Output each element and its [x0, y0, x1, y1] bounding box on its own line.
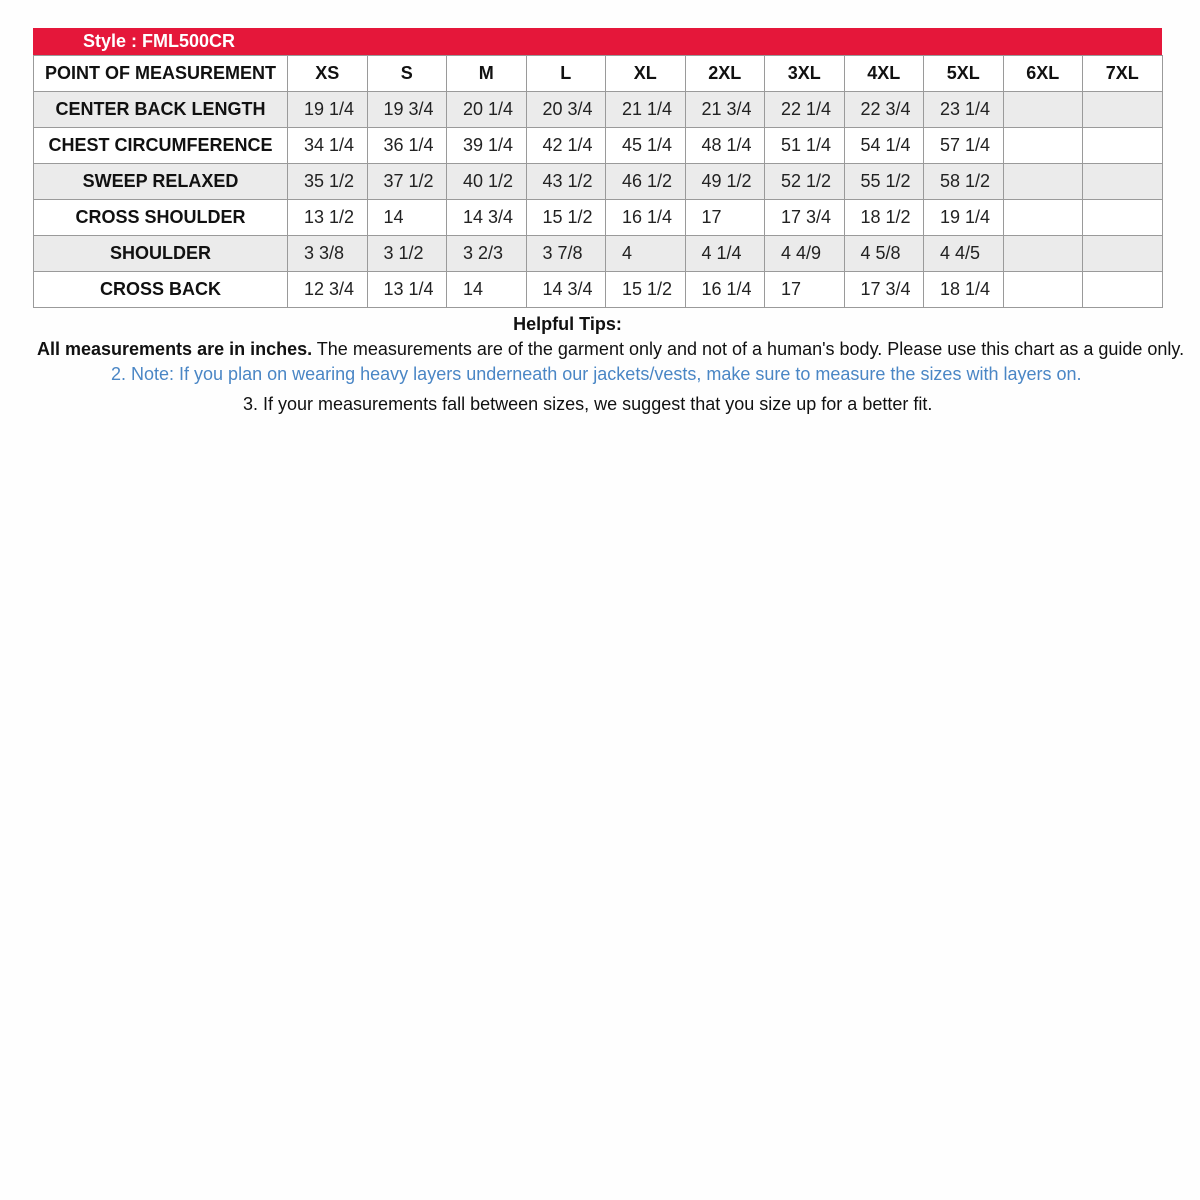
- measurement-value: 42 1/4: [526, 128, 606, 164]
- measurement-value: 43 1/2: [526, 164, 606, 200]
- measurement-value: 4 1/4: [685, 236, 765, 272]
- measurement-value: 19 3/4: [367, 92, 447, 128]
- tip-line-1-bold: All measurements are in inches.: [37, 339, 313, 359]
- measurement-value: [1003, 200, 1083, 236]
- measurement-value: [1003, 236, 1083, 272]
- measurement-value: 55 1/2: [844, 164, 924, 200]
- measurement-value: [1083, 272, 1163, 308]
- measurement-value: 18 1/4: [924, 272, 1004, 308]
- measurement-value: [1003, 92, 1083, 128]
- measurement-value: 12 3/4: [288, 272, 368, 308]
- table-header-row: [34, 56, 1163, 92]
- measurement-value: 17 3/4: [844, 272, 924, 308]
- measurement-value: 3 1/2: [367, 236, 447, 272]
- measurement-value: 52 1/2: [765, 164, 845, 200]
- measurement-value: 3 7/8: [526, 236, 606, 272]
- measurement-value: 34 1/4: [288, 128, 368, 164]
- measurement-label: CENTER BACK LENGTH: [34, 92, 288, 128]
- measurement-label: CHEST CIRCUMFERENCE: [34, 128, 288, 164]
- measurement-value: 4 5/8: [844, 236, 924, 272]
- tip-line-2: 2. Note: If you plan on wearing heavy layers underneath our jackets/vests, make sure to measure the sizes with layers on.: [111, 364, 1082, 384]
- measurement-value: 4 4/5: [924, 236, 1004, 272]
- measurement-value: 51 1/4: [765, 128, 845, 164]
- measurement-value: [1083, 164, 1163, 200]
- measurement-value: 16 1/4: [606, 200, 686, 236]
- measurement-value: 15 1/2: [526, 200, 606, 236]
- measurement-value: 37 1/2: [367, 164, 447, 200]
- measurement-value: 49 1/2: [685, 164, 765, 200]
- measurement-value: [1003, 272, 1083, 308]
- table-body: [34, 92, 1163, 308]
- header-size: M: [447, 56, 527, 92]
- table-row: [34, 272, 1163, 308]
- measurement-value: 22 1/4: [765, 92, 845, 128]
- measurement-value: 54 1/4: [844, 128, 924, 164]
- table-row: [34, 200, 1163, 236]
- measurement-value: 14 3/4: [447, 200, 527, 236]
- measurement-value: 14 3/4: [526, 272, 606, 308]
- measurement-value: 4 4/9: [765, 236, 845, 272]
- header-size: 3XL: [765, 56, 845, 92]
- measurement-label: CROSS SHOULDER: [34, 200, 288, 236]
- style-banner: Style : FML500CR: [33, 28, 1162, 55]
- table-row: [34, 236, 1163, 272]
- header-size: XS: [288, 56, 368, 92]
- measurement-value: 3 3/8: [288, 236, 368, 272]
- header-size: 4XL: [844, 56, 924, 92]
- measurement-value: 13 1/4: [367, 272, 447, 308]
- measurement-value: [1083, 200, 1163, 236]
- measurement-value: 39 1/4: [447, 128, 527, 164]
- header-size: 7XL: [1083, 56, 1163, 92]
- measurement-value: [1003, 128, 1083, 164]
- measurement-value: 46 1/2: [606, 164, 686, 200]
- table-row: [34, 92, 1163, 128]
- measurement-value: 58 1/2: [924, 164, 1004, 200]
- measurement-value: 36 1/4: [367, 128, 447, 164]
- size-chart-table: [33, 55, 1163, 308]
- measurement-value: 35 1/2: [288, 164, 368, 200]
- measurement-value: 15 1/2: [606, 272, 686, 308]
- tip-line-1: [37, 337, 1184, 361]
- header-size: XL: [606, 56, 686, 92]
- tips-heading: Helpful Tips:: [513, 314, 622, 334]
- measurement-value: 19 1/4: [288, 92, 368, 128]
- table-row: [34, 128, 1163, 164]
- measurement-value: 3 2/3: [447, 236, 527, 272]
- measurement-label: SWEEP RELAXED: [34, 164, 288, 200]
- measurement-value: 57 1/4: [924, 128, 1004, 164]
- measurement-value: 17 3/4: [765, 200, 845, 236]
- measurement-value: 48 1/4: [685, 128, 765, 164]
- measurement-label: CROSS BACK: [34, 272, 288, 308]
- measurement-value: 21 3/4: [685, 92, 765, 128]
- header-size: 5XL: [924, 56, 1004, 92]
- measurement-value: 22 3/4: [844, 92, 924, 128]
- measurement-value: 16 1/4: [685, 272, 765, 308]
- measurement-value: 40 1/2: [447, 164, 527, 200]
- header-size: 6XL: [1003, 56, 1083, 92]
- measurement-value: 18 1/2: [844, 200, 924, 236]
- header-size: S: [367, 56, 447, 92]
- tip-line-1-text: The measurements are of the garment only and not of a human's body. Please use this chart as a guide only.: [312, 339, 1185, 359]
- table-row: [34, 164, 1163, 200]
- measurement-value: 14: [447, 272, 527, 308]
- measurement-value: 13 1/2: [288, 200, 368, 236]
- measurement-value: 17: [685, 200, 765, 236]
- measurement-value: 20 3/4: [526, 92, 606, 128]
- measurement-value: [1003, 164, 1083, 200]
- measurement-value: 17: [765, 272, 845, 308]
- header-size: 2XL: [685, 56, 765, 92]
- measurement-value: 4: [606, 236, 686, 272]
- measurement-label: SHOULDER: [34, 236, 288, 272]
- measurement-value: 45 1/4: [606, 128, 686, 164]
- tip-line-3: 3. If your measurements fall between sizes, we suggest that you size up for a better fit.: [243, 394, 933, 414]
- measurement-value: 20 1/4: [447, 92, 527, 128]
- header-size: L: [526, 56, 606, 92]
- measurement-value: [1083, 92, 1163, 128]
- measurement-value: 19 1/4: [924, 200, 1004, 236]
- helpful-tips: [0, 312, 1200, 414]
- measurement-value: [1083, 236, 1163, 272]
- measurement-value: 21 1/4: [606, 92, 686, 128]
- header-point-of-measurement: POINT OF MEASUREMENT: [34, 56, 288, 92]
- measurement-value: 23 1/4: [924, 92, 1004, 128]
- measurement-value: 14: [367, 200, 447, 236]
- measurement-value: [1083, 128, 1163, 164]
